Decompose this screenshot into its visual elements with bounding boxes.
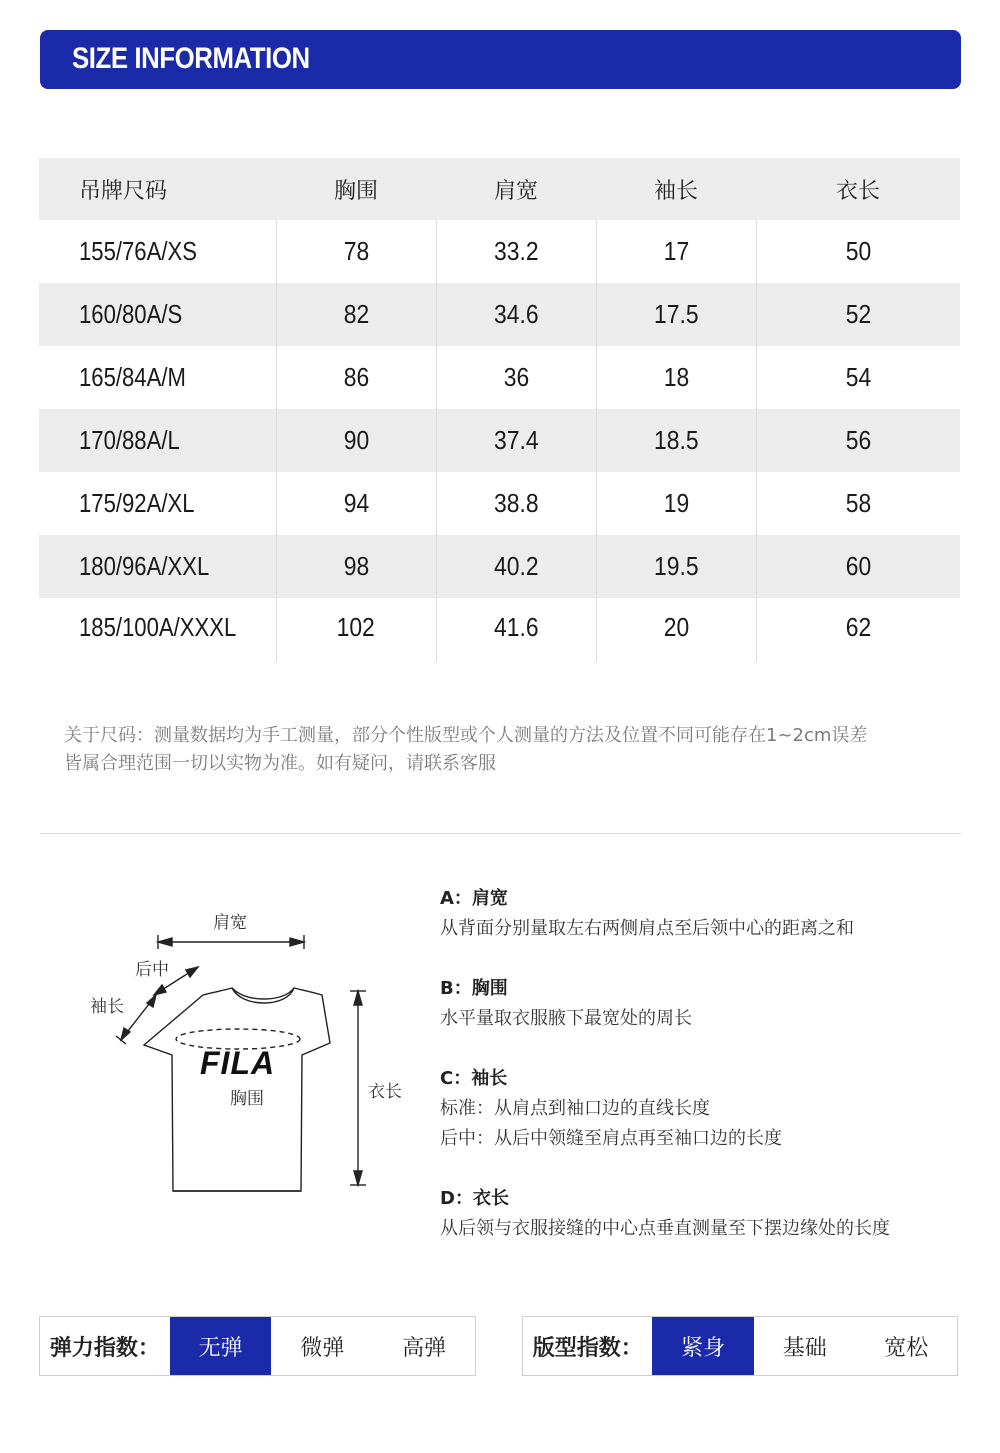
fit-option-regular: 基础 — [782, 1335, 827, 1361]
chest-value: 82 — [343, 299, 369, 329]
sleeve-cell — [596, 220, 756, 283]
elasticity-option-none: 无弹 — [170, 1317, 272, 1375]
sleeve-cell — [596, 598, 756, 662]
sleeve-value: 17.5 — [653, 299, 699, 329]
shoulder-cell — [436, 598, 596, 662]
length-cell — [756, 346, 960, 409]
measurement-definitions — [440, 884, 980, 1274]
shoulder-cell — [436, 472, 596, 535]
definition-text: 从背面分别量取左右两侧肩点至后领中心的距离之和 — [440, 918, 854, 939]
note-line-1: 关于尺码：测量数据均为手工测量，部分个性版型或个人测量的方法及位置不同可能存在1~2cm误差 — [64, 725, 868, 746]
shoulder-value: 40.2 — [493, 551, 539, 581]
chest-cell — [276, 409, 436, 472]
header-sleeve: 袖长 — [596, 158, 756, 220]
size-cell — [39, 346, 276, 409]
table-row — [39, 283, 960, 346]
chest-cell — [276, 220, 436, 283]
table-row — [39, 472, 960, 535]
banner-title: SIZE INFORMATION — [72, 42, 310, 75]
sleeve-value: 17 — [663, 236, 689, 266]
elasticity-index — [39, 1316, 476, 1376]
fit-option-loose: 宽松 — [884, 1335, 929, 1361]
length-value: 56 — [845, 425, 871, 455]
definition-title: A：肩宽 — [440, 888, 508, 909]
sleeve-value: 19.5 — [653, 551, 699, 581]
definition-length — [440, 1184, 980, 1244]
definition-title: C：袖长 — [440, 1068, 508, 1089]
note-line-2: 皆属合理范围一切以实物为准。如有疑问，请联系客服 — [64, 753, 496, 774]
length-value: 50 — [845, 236, 871, 266]
length-cell — [756, 409, 960, 472]
shoulder-cell — [436, 346, 596, 409]
length-value: 60 — [845, 551, 871, 581]
size-table — [39, 158, 960, 662]
definition-text: 后中：从后中领缝至肩点再至袖口边的长度 — [440, 1128, 782, 1149]
diagram-shoulder-label: 肩宽 — [213, 913, 247, 933]
diagram-length-label: 衣长 — [368, 1082, 402, 1102]
definition-sleeve — [440, 1064, 980, 1154]
sleeve-value: 20 — [663, 612, 689, 642]
table-header-row — [39, 158, 960, 220]
sleeve-value: 18.5 — [653, 425, 699, 455]
size-text: 165/84A/M — [79, 362, 186, 392]
size-text: 160/80A/S — [79, 299, 183, 329]
length-value: 62 — [845, 612, 871, 642]
size-note — [64, 722, 964, 778]
shoulder-value: 41.6 — [493, 612, 539, 642]
length-cell — [756, 472, 960, 535]
diagram-sleeve-label: 袖长 — [90, 997, 124, 1017]
diagram-chest-label: 胸围 — [230, 1089, 264, 1109]
diagram-back-center-label: 后中 — [135, 960, 169, 980]
length-value: 58 — [845, 488, 871, 518]
size-cell — [39, 283, 276, 346]
size-cell — [39, 472, 276, 535]
chest-value: 86 — [343, 362, 369, 392]
size-cell — [39, 220, 276, 283]
definition-shoulder — [440, 884, 980, 944]
definition-text: 从后领与衣服接缝的中心点垂直测量至下摆边缘处的长度 — [440, 1218, 890, 1239]
fit-label: 版型指数： — [532, 1335, 643, 1361]
chest-cell — [276, 598, 436, 662]
length-cell — [756, 535, 960, 598]
shoulder-cell — [436, 409, 596, 472]
fila-logo: FILA — [200, 1045, 276, 1081]
definition-text: 水平量取衣服腋下最宽处的周长 — [440, 1008, 692, 1029]
table-row — [39, 220, 960, 283]
definition-text: 标准：从肩点到袖口边的直线长度 — [440, 1098, 710, 1119]
elasticity-label: 弹力指数： — [49, 1335, 160, 1361]
fit-option-tight: 紧身 — [652, 1317, 754, 1375]
size-cell — [39, 598, 276, 662]
shoulder-value: 37.4 — [493, 425, 539, 455]
fit-index — [522, 1316, 958, 1376]
size-text: 155/76A/XS — [79, 236, 197, 266]
size-text: 180/96A/XXL — [79, 551, 210, 581]
sleeve-cell — [596, 535, 756, 598]
length-cell — [756, 598, 960, 662]
length-cell — [756, 220, 960, 283]
size-info-banner — [40, 30, 961, 89]
shoulder-value: 38.8 — [493, 488, 539, 518]
table-row — [39, 409, 960, 472]
chest-cell — [276, 346, 436, 409]
table-row — [39, 346, 960, 409]
length-value: 52 — [845, 299, 871, 329]
definition-title: D：衣长 — [440, 1188, 509, 1209]
header-tag-size: 吊牌尺码 — [39, 158, 276, 220]
table-row — [39, 535, 960, 598]
elasticity-option-high: 高弹 — [402, 1335, 447, 1361]
shoulder-value: 33.2 — [493, 236, 539, 266]
sleeve-value: 19 — [663, 488, 689, 518]
header-length: 衣长 — [756, 158, 960, 220]
chest-value: 90 — [343, 425, 369, 455]
shoulder-cell — [436, 220, 596, 283]
sleeve-value: 18 — [663, 362, 689, 392]
chest-cell — [276, 283, 436, 346]
size-text: 175/92A/XL — [79, 488, 195, 518]
section-divider — [40, 833, 961, 834]
definition-title: B：胸围 — [440, 978, 508, 999]
chest-cell — [276, 472, 436, 535]
sleeve-cell — [596, 409, 756, 472]
shoulder-value: 36 — [503, 362, 529, 392]
shoulder-cell — [436, 283, 596, 346]
header-shoulder: 肩宽 — [436, 158, 596, 220]
sleeve-cell — [596, 472, 756, 535]
measurement-diagram — [80, 895, 420, 1215]
chest-value: 102 — [336, 612, 376, 642]
header-chest: 胸围 — [276, 158, 436, 220]
size-cell — [39, 535, 276, 598]
shoulder-cell — [436, 535, 596, 598]
elasticity-option-slight: 微弹 — [300, 1335, 345, 1361]
length-value: 54 — [845, 362, 871, 392]
table-row — [39, 598, 960, 662]
definition-chest — [440, 974, 980, 1034]
size-text: 170/88A/L — [79, 425, 180, 455]
sleeve-cell — [596, 283, 756, 346]
size-cell — [39, 409, 276, 472]
size-text: 185/100A/XXXL — [79, 612, 237, 642]
length-cell — [756, 283, 960, 346]
shoulder-value: 34.6 — [493, 299, 539, 329]
chest-value: 78 — [343, 236, 369, 266]
chest-cell — [276, 535, 436, 598]
chest-value: 98 — [343, 551, 369, 581]
sleeve-cell — [596, 346, 756, 409]
chest-value: 94 — [343, 488, 369, 518]
